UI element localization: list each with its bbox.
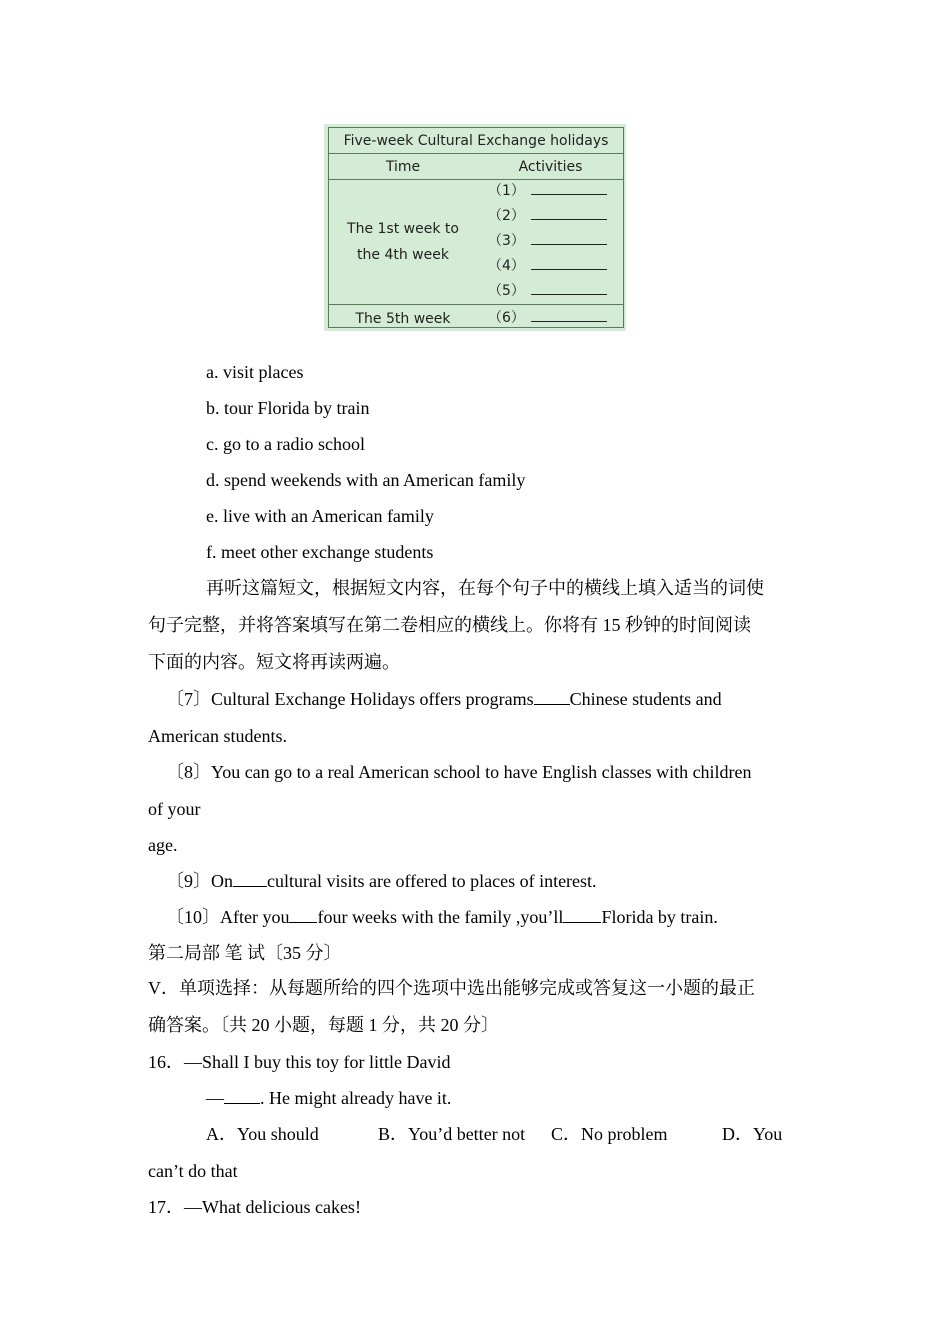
question-16-option-c: C．No problem — [551, 1124, 668, 1144]
question-16-option-a: A．You should — [206, 1124, 319, 1144]
table-divider — [329, 304, 623, 305]
question-17-stem: 17．—What delicious cakes! — [148, 1197, 361, 1217]
option-c: c. go to a radio school — [206, 434, 365, 454]
question-text: cultural visits are offered to places of interest. — [267, 871, 597, 891]
table-divider — [329, 153, 623, 154]
question-number: 〔9〕 — [166, 871, 211, 891]
option-d: d. spend weekends with an American family — [206, 470, 526, 490]
question-text: Cultural Exchange Holidays offers programs — [211, 689, 534, 709]
table-title: Five-week Cultural Exchange holidays — [343, 133, 609, 149]
question-16-reply — [206, 1087, 451, 1109]
fill-blank — [289, 906, 317, 923]
question-10 — [166, 906, 718, 928]
question-16-option-d-cont: can’t do that — [148, 1161, 238, 1181]
option-e: e. live with an American family — [206, 506, 434, 526]
answer-blank — [531, 309, 607, 322]
row1-time-line2: the 4th week — [357, 247, 449, 263]
question-16-stem: 16．—Shall I buy this toy for little David — [148, 1052, 451, 1072]
item-number: （6） — [488, 310, 525, 326]
item-number: （5） — [488, 283, 525, 299]
instructions-line-2: 句子完整，并将答案填写在第二卷相应的横线上。你将有 15 秒钟的时间阅读 — [148, 615, 751, 635]
col-header-activities: Activities — [518, 159, 583, 175]
section-v-line-1: V．单项选择：从每题所给的四个选项中选出能够完成或答复这一小题的最正 — [148, 978, 755, 998]
answer-blank — [531, 232, 607, 245]
activity-blank-6 — [488, 309, 607, 326]
question-number: 〔7〕 — [166, 689, 211, 709]
activity-blank-1 — [488, 182, 607, 199]
answer-blank — [531, 282, 607, 295]
activity-blank-5 — [488, 282, 607, 299]
activity-blank-2 — [488, 207, 607, 224]
question-8 — [166, 761, 752, 783]
question-7 — [166, 688, 722, 710]
answer-blank — [531, 257, 607, 270]
item-number: （3） — [488, 233, 525, 249]
fill-blank — [563, 906, 601, 923]
question-number: 〔10〕 — [166, 907, 220, 927]
fill-blank — [233, 870, 267, 887]
question-text: Chinese students and — [569, 689, 722, 709]
option-a: a. visit places — [206, 362, 304, 382]
question-text: After you — [220, 907, 290, 927]
question-8-cont-2: age. — [148, 835, 178, 855]
option-f: f. meet other exchange students — [206, 542, 434, 562]
question-text: Florida by train. — [601, 907, 718, 927]
question-9 — [166, 870, 597, 892]
col-header-time: Time — [385, 159, 421, 175]
question-7-cont: American students. — [148, 726, 287, 746]
item-number: （1） — [488, 183, 525, 199]
question-text: On — [211, 871, 233, 891]
reply-text: . He might already have it. — [260, 1088, 452, 1108]
part-2-heading: 第二局部 笔 试〔35 分〕 — [148, 943, 342, 963]
question-text: four weeks with the family ,you’ll — [317, 907, 564, 927]
question-16-option-b: B．You’d better not — [378, 1124, 526, 1144]
answer-blank — [531, 182, 607, 195]
item-number: （2） — [488, 208, 525, 224]
question-8-cont: of your — [148, 799, 201, 819]
row1-time-line1: The 1st week to — [347, 221, 459, 237]
section-v-line-2: 确答案。〔共 20 小题，每题 1 分，共 20 分〕 — [148, 1015, 499, 1035]
instructions-line-3: 下面的内容。短文将再读两遍。 — [148, 652, 400, 672]
fill-blank — [224, 1087, 260, 1104]
option-b: b. tour Florida by train — [206, 398, 370, 418]
fill-blank — [534, 688, 570, 705]
activities-table — [324, 124, 626, 331]
question-text: You can go to a real American school to have English classes with children — [211, 762, 752, 782]
question-number: 〔8〕 — [166, 762, 211, 782]
activity-blank-3 — [488, 232, 607, 249]
item-number: （4） — [488, 258, 525, 274]
dash: — — [206, 1088, 224, 1108]
row2-time: The 5th week — [355, 311, 451, 327]
question-16-option-d: D．You — [722, 1124, 783, 1144]
instructions-line-1: 再听这篇短文，根据短文内容，在每个句子中的横线上填入适当的词使 — [206, 578, 764, 598]
answer-blank — [531, 207, 607, 220]
activity-blank-4 — [488, 257, 607, 274]
table-divider — [329, 179, 623, 180]
